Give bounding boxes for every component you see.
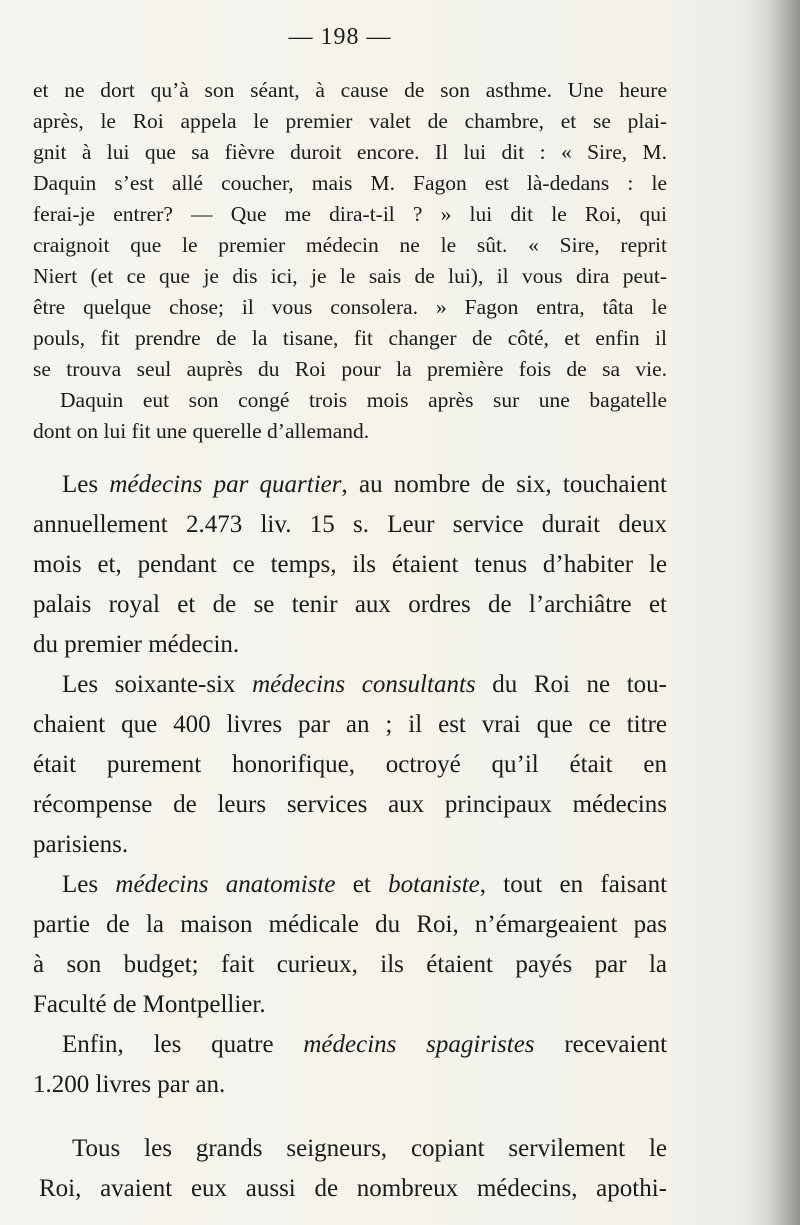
paragraph-medecins-consultants <box>62 666 667 704</box>
text-line: mois et, pendant ce temps, ils étaient tenus d’habiter le <box>33 551 667 578</box>
text-line: Daquin s’est allé coucher, mais M. Fagon est là-dedans : le <box>33 171 667 195</box>
text-line: craignoit que le premier médecin ne le sût. « Sire, reprit <box>33 233 667 257</box>
text-line: chaient que 400 livres par an ; il est vrai que ce titre <box>33 711 667 738</box>
paragraph-medecins-par-quartier <box>62 466 667 504</box>
text-line: palais royal et de se tenir aux ordres de l’archiâtre et <box>33 591 667 618</box>
text-line: Niert (et ce que je dis ici, je le sais de lui), il vous dira peut- <box>33 264 667 288</box>
plain-text: et <box>352 871 371 898</box>
text-line: après, le Roi appela le premier valet de chambre, et se plai- <box>33 109 667 133</box>
italic-phrase: médecins par quartier <box>109 471 342 498</box>
plain-text: , au nombre de six, touchaient <box>341 471 667 498</box>
text-line: 1.200 livres par an. <box>33 1071 226 1098</box>
text-line: gnit à lui que sa fièvre duroit encore. Il lui dit : « Sire, M. <box>33 140 667 164</box>
text-line: annuellement 2.473 liv. 15 s. Leur service durait deux <box>33 511 667 538</box>
text-line: du premier médecin. <box>33 631 240 658</box>
text-line: parisiens. <box>33 831 129 858</box>
text-line: récompense de leurs services aux principaux médecins <box>33 791 667 818</box>
text-line: était purement honorifique, octroyé qu’il était en <box>33 751 667 778</box>
italic-phrase: médecins consultants <box>252 671 476 698</box>
page-number: — 198 — <box>288 24 392 50</box>
text-line: ferai-je entrer? — Que me dira-t-il ? » lui dit le Roi, qui <box>33 202 667 226</box>
page-binding-shadow <box>766 0 800 1225</box>
text-line: être quelque chose; il vous consolera. » Fagon entra, tâta le <box>33 295 667 319</box>
text-line: Tous les grands seigneurs, copiant servilement le <box>72 1135 667 1162</box>
text-line: pouls, fit prendre de la tisane, fit changer de côté, et enfin il <box>33 326 667 350</box>
italic-phrase: botaniste <box>388 871 480 898</box>
plain-text: , tout en faisant <box>479 871 667 898</box>
italic-phrase: médecins spagiristes <box>303 1031 535 1058</box>
paragraph-anatomiste-botaniste <box>62 866 667 904</box>
paragraph-spagiristes <box>62 1026 667 1064</box>
plain-text: du Roi ne tou- <box>492 671 667 698</box>
plain-text: recevaient <box>564 1031 667 1058</box>
text-line: Roi, avaient eux aussi de nombreux médecins, apothi- <box>39 1175 667 1202</box>
plain-text: Les <box>62 471 99 498</box>
italic-phrase: médecins <box>115 871 209 898</box>
plain-text: Les <box>62 871 99 898</box>
plain-text: Les soixante-six <box>62 671 236 698</box>
text-line: Daquin eut son congé trois mois après sur une bagatelle <box>60 388 667 412</box>
text-line: Faculté de Montpellier. <box>33 991 266 1018</box>
text-line: et ne dort qu’à son séant, à cause de son asthme. Une heure <box>33 78 667 102</box>
plain-text: Enfin, les quatre <box>62 1031 274 1058</box>
text-line: partie de la maison médicale du Roi, n’émargeaient pas <box>33 911 667 938</box>
text-line: se trouva seul auprès du Roi pour la première fois de sa vie. <box>33 357 667 381</box>
text-line: dont on lui fit une querelle d’allemand. <box>33 419 370 443</box>
text-line: à son budget; fait curieux, ils étaient payés par la <box>33 951 667 978</box>
italic-phrase: anatomiste <box>225 871 336 898</box>
